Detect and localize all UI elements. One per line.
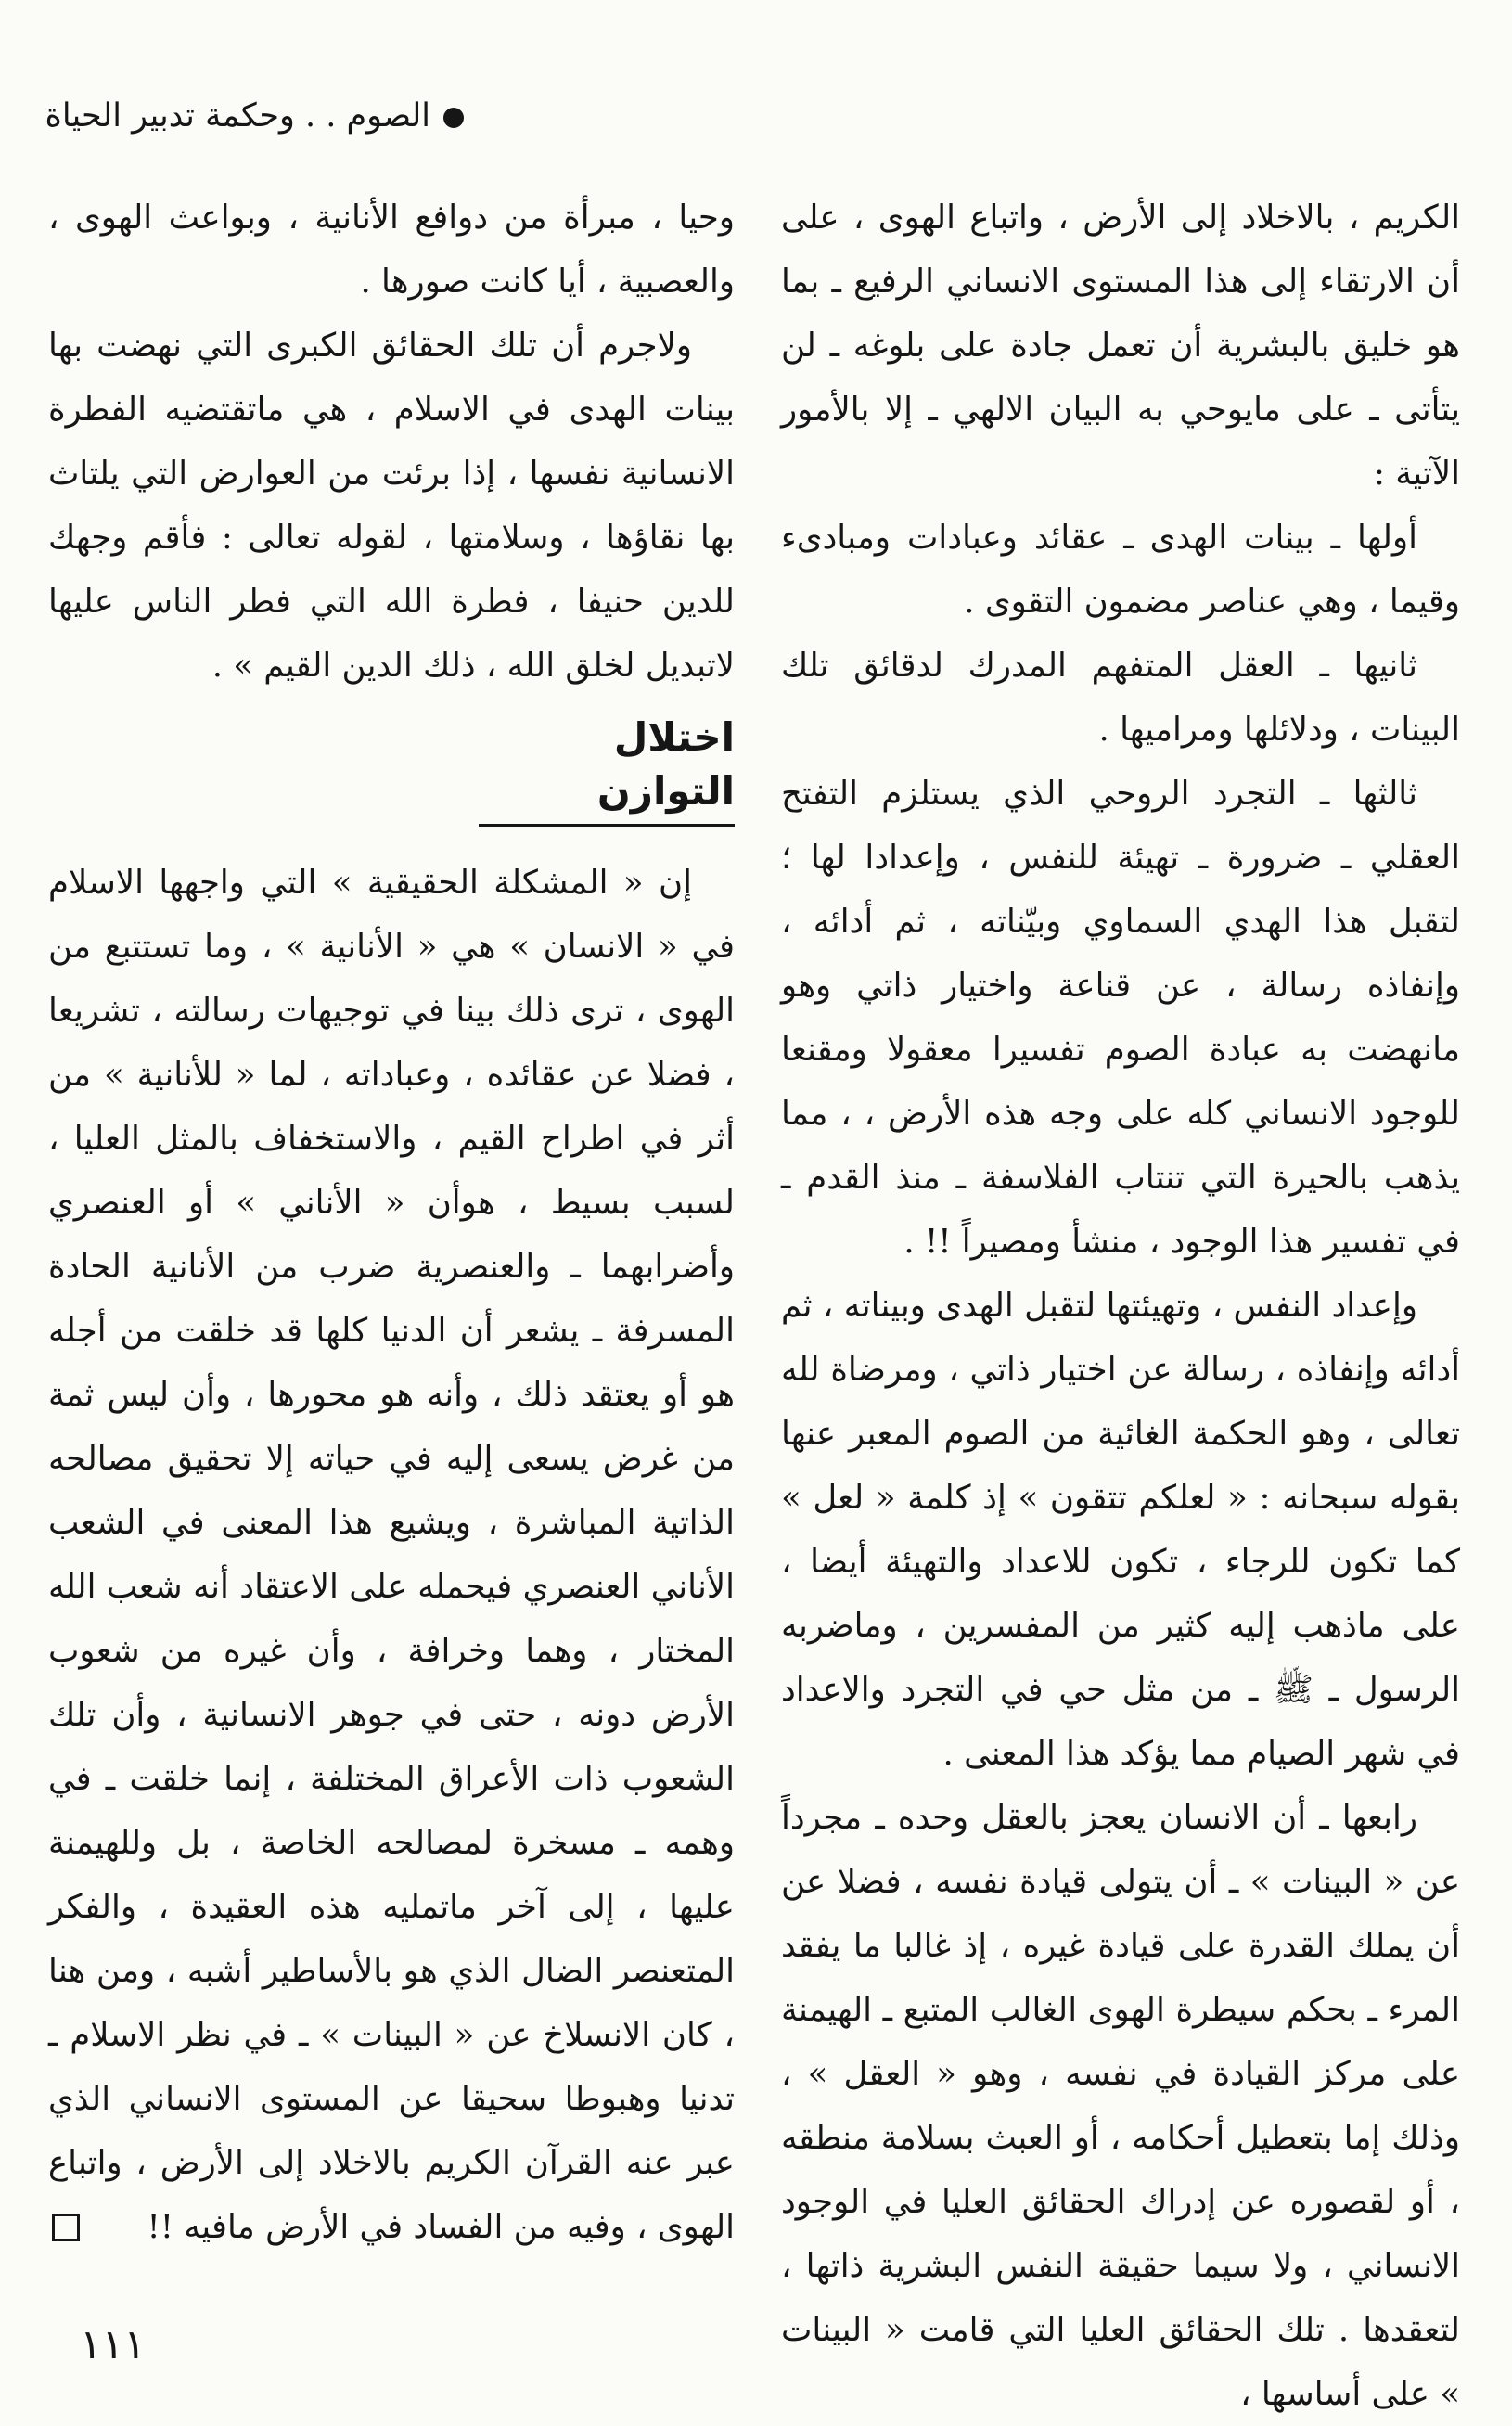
right-paragraph-3: ثانيها ـ العقل المتفهم المدرك لدقائق تلك البينات ، ودلائلها ومراميها .	[781, 647, 1460, 749]
bullet-icon	[443, 108, 464, 128]
right-paragraph-4: ثالثها ـ التجرد الروحي الذي يستلزم التفتح العقلي ـ ضرورة ـ تهيئة للنفس ، وإعدادا لها ؛ لتقبل هذا الهدي السماوي وبيّناته ، ثم أدائه ، وإنفاذه رسالة ، عن قناعة واختيار ذاتي وهو مانهضت به عبادة الصوم تفسيرا معقولا ومقنعا للوجود الانساني كله على وجه هذه الأرض ، ، مما يذهب بالحيرة التي تنتاب الفلاسفة ـ منذ القدم ـ في تفسير هذا الوجود ، منشأ ومصيراً !! .	[781, 775, 1460, 1261]
left-paragraph-3-text: إن « المشكلة الحقيقية » التي واجهها الاسلام في « الانسان » هي « الأنانية » ، وما تستتبع من الهوى ، ترى ذلك بينا في توجيهات رسالته ، تشريعا ، فضلا عن عقائده ، وعباداته ، لما « للأنانية » من أثر في اطراح القيم ، والاستخفاف بالمثل العليا ، لسبب بسيط ، هوأن « الأناني » أو العنصري وأضرابهما ـ والعنصرية ضرب من الأنانية الحادة المسرفة ـ يشعر أن الدنيا كلها قد خلقت من أجله هو أو يعتقد ذلك ، وأنه هو محورها ، وأن ليس ثمة من غرض يسعى إليه في حياته إلا تحقيق مصالحه الذاتية المباشرة ، ويشيع هذا المعنى في الشعب الأناني العنصري فيحمله على الاعتقاد أنه شعب الله المختار ، وهما وخرافة ، وأن غيره من شعوب الأرض دونه ، حتى في جوهر الانسانية ، وأن تلك الشعوب ذات الأعراق المختلفة ، إنما خلقت ـ في وهمه ـ مسخرة لمصالحه الخاصة ، بل وللهيمنة عليها ، إلى آخر ماتمليه هذه العقيدة ، والفكر المتعنصر الضال الذي هو بالأساطير أشبه ، ومن هنا ، كان الانسلاخ عن « البينات » ـ في نظر الاسلام ـ تدنيا وهبوطا سحيقا عن المستوى الانساني الذي عبر عنه القرآن الكريم بالاخلاد إلى الأرض ، واتباع الهوى ، وفيه من الفساد في الأرض مافيه !!	[48, 864, 735, 2246]
left-column	[48, 186, 735, 2259]
left-paragraph-1: وحيا ، مبرأة من دوافع الأنانية ، وبواعث الهوى ، والعصبية ، أيا كانت صورها .	[48, 199, 735, 301]
left-paragraph-2: ولاجرم أن تلك الحقائق الكبرى التي نهضت بها بينات الهدى في الاسلام ، هي ماتقتضيه الفطرة الانسانية نفسها ، إذا برئت من العوارض التي يلتاث بها نقاؤها ، وسلامتها ، لقوله تعالى : فأقم وجهك للدين حنيفا ، فطرة الله التي فطر الناس عليها لاتبديل لخلق الله ، ذلك الدين القيم » .	[48, 327, 735, 685]
right-column	[781, 186, 1460, 2426]
running-header	[45, 93, 464, 139]
running-title: الصوم . . وحكمة تدبير الحياة	[45, 97, 430, 135]
right-paragraph-2: أولها ـ بينات الهدى ـ عقائد وعبادات ومبادىء وقيما ، وهي عناصر مضمون التقوى .	[781, 519, 1460, 621]
end-of-article-icon	[52, 2214, 80, 2241]
page-number: ١١١	[80, 2321, 146, 2368]
right-paragraph-5: وإعداد النفس ، وتهيئتها لتقبل الهدى وبيناته ، ثم أدائه وإنفاذه ، رسالة عن اختيار ذاتي ، ومرضاة لله تعالى ، وهو الحكمة الغائية من الصوم المعبر عنها بقوله سبحانه : « لعلكم تتقون » إذ كلمة « لعل » كما تكون للرجاء ، تكون للاعداد والتهيئة أيضا ، على ماذهب إليه كثير من المفسرين ، وماضربه الرسول ـ ﷺ ـ من مثل حي في التجرد والاعداد في شهر الصيام مما يؤكد هذا المعنى .	[781, 1287, 1460, 1773]
right-paragraph-1: الكريم ، بالاخلاد إلى الأرض ، واتباع الهوى ، على أن الارتقاء إلى هذا المستوى الانساني الرفيع ـ بما هو خليق بالبشرية أن تعمل جادة على بلوغه ـ لن يتأتى ـ على مايوحي به البيان الالهي ـ إلا بالأمور الآتية :	[781, 199, 1460, 493]
section-heading: اختلال التوازن	[479, 711, 735, 827]
left-paragraph-3	[48, 851, 735, 2259]
right-paragraph-6: رابعها ـ أن الانسان يعجز بالعقل وحده ـ مجرداً عن « البينات » ـ أن يتولى قيادة نفسه ، فضلا عن أن يملك القدرة على قيادة غيره ، إذ غالبا ما يفقد المرء ـ بحكم سيطرة الهوى الغالب المتبع ـ الهيمنة على مركز القيادة في نفسه ، وهو « العقل » ، وذلك إما بتعطيل أحكامه ، أو العبث بسلامة منطقه ، أو لقصوره عن إدراك الحقائق العليا في الوجود الانساني ، ولا سيما حقيقة النفس البشرية ذاتها ، لتعقدها . تلك الحقائق العليا التي قامت « البينات » على أساسها ،	[781, 1799, 1460, 2413]
